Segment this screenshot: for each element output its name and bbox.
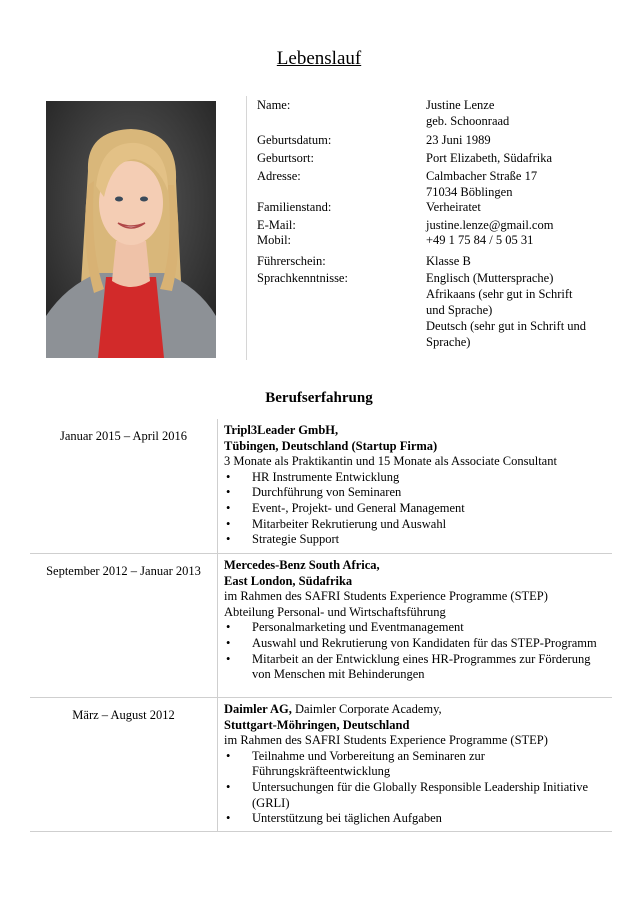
bullet-list <box>224 470 612 548</box>
list-item: • HR Instrumente Entwicklung <box>224 470 612 486</box>
license-value: Klasse B <box>426 254 471 268</box>
company-name: Daimler AG, <box>224 702 292 716</box>
experience-row <box>30 554 612 698</box>
birthplace-label: Geburtsort: <box>257 151 314 165</box>
company-location: Stuttgart-Möhringen, Deutschland <box>224 717 410 732</box>
experience-description <box>218 698 612 831</box>
list-item: • Teilnahme und Vorbereitung an Seminaren zur Führungskräfteentwicklung <box>224 749 612 780</box>
company-location: East London, Südafrika <box>224 573 353 588</box>
experience-description <box>218 419 612 553</box>
bullet-list <box>224 620 612 682</box>
email-value: justine.lenze@gmail.com <box>426 218 554 232</box>
description-line: im Rahmen des SAFRI Students Experience Programme (STEP) <box>224 733 548 748</box>
experience-table <box>30 419 612 832</box>
name-value: Justine Lenze geb. Schoonraad <box>426 98 510 128</box>
list-item: • Mitarbeiter Rekrutierung und Auswahl <box>224 517 612 533</box>
list-item: • Event-, Projekt- und General Management <box>224 501 612 517</box>
company-name: Mercedes-Benz South Africa, <box>224 558 380 572</box>
list-item: • Auswahl und Rekrutierung von Kandidaten für das STEP-Programm <box>224 636 612 652</box>
name-label: Name: <box>257 98 291 112</box>
divider-line <box>246 96 247 360</box>
portrait-image <box>46 101 216 358</box>
list-item: • Untersuchungen für die Globally Responsible Leadership Initiative (GRLI) <box>224 780 612 811</box>
marital-status-value: Verheiratet <box>426 200 481 214</box>
birthdate-label: Geburtsdatum: <box>257 133 332 147</box>
section-heading-experience: Berufserfahrung <box>265 390 373 406</box>
company-division: Daimler Corporate Academy, <box>291 702 442 716</box>
marital-status-label: Familienstand: <box>257 200 332 214</box>
company-name: Tripl3Leader GmbH, <box>224 423 339 437</box>
experience-date: März – August 2012 <box>30 698 218 831</box>
list-item: • Strategie Support <box>224 532 612 548</box>
address-value: Calmbacher Straße 17 71034 Böblingen <box>426 169 538 199</box>
list-item: • Mitarbeit an der Entwicklung eines HR-Programmes zur Förderung von Menschen mit Behinderungen <box>224 652 612 683</box>
description-line: im Rahmen des SAFRI Students Experience Programme (STEP) <box>224 589 548 604</box>
birthplace-value: Port Elizabeth, Südafrika <box>426 151 553 165</box>
page-title: Lebenslauf <box>276 48 362 69</box>
description-line: Abteilung Personal- und Wirtschaftsführung <box>224 604 446 619</box>
experience-row <box>30 419 612 554</box>
bullet-list <box>224 749 612 827</box>
address-label: Adresse: <box>257 169 301 183</box>
list-item: • Personalmarketing und Eventmanagement <box>224 620 612 636</box>
birthdate-value: 23 Juni 1989 <box>426 133 491 147</box>
experience-date: Januar 2015 – April 2016 <box>30 419 218 553</box>
experience-date: September 2012 – Januar 2013 <box>30 554 218 697</box>
profile-photo <box>46 101 216 358</box>
mobile-label: Mobil: <box>257 233 292 247</box>
languages-value: Englisch (Muttersprache) Afrikaans (sehr gut in Schrift und Sprache) Deutsch (sehr gut in Schrift und Sprache) <box>426 271 587 349</box>
description-line: 3 Monate als Praktikantin und 15 Monate als Associate Consultant <box>224 454 557 469</box>
list-item: • Unterstützung bei täglichen Aufgaben <box>224 811 612 827</box>
list-item: • Durchführung von Seminaren <box>224 485 612 501</box>
languages-label: Sprachkenntnisse: <box>257 271 348 285</box>
company-location: Tübingen, Deutschland (Startup Firma) <box>224 438 438 453</box>
email-label: E-Mail: <box>257 218 296 232</box>
experience-row <box>30 698 612 832</box>
experience-description <box>218 554 612 697</box>
company-name-line <box>224 702 612 718</box>
license-label: Führerschein: <box>257 254 326 268</box>
mobile-value: +49 1 75 84 / 5 05 31 <box>426 233 534 247</box>
